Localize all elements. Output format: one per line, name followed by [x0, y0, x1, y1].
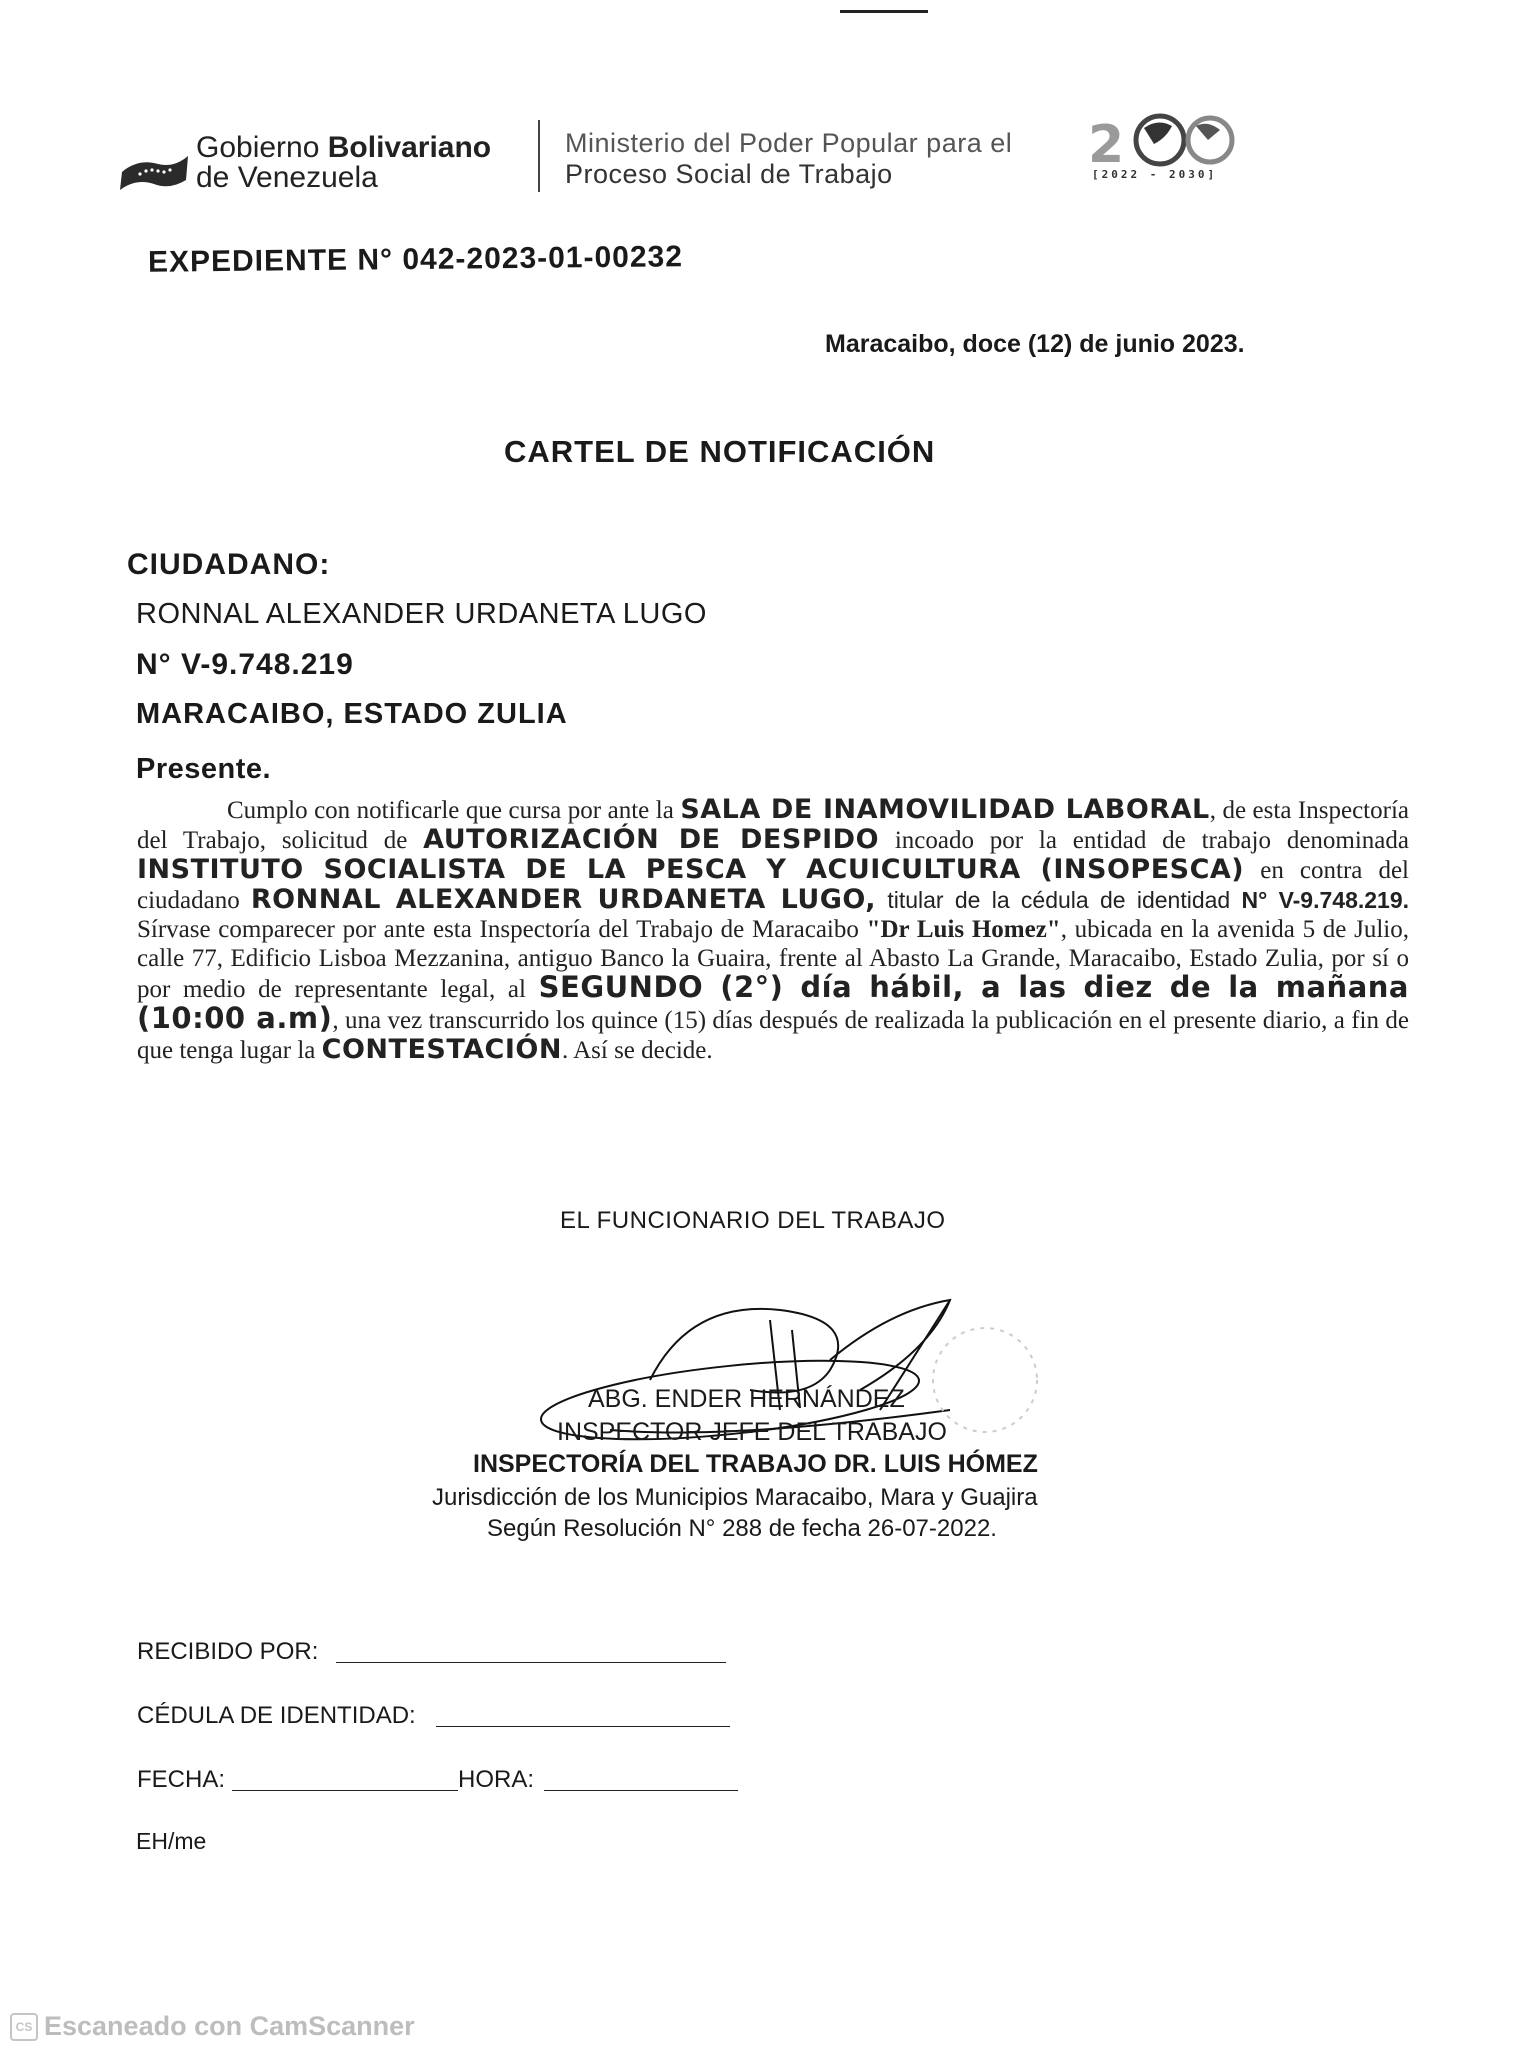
body-bold-answer: CONTESTACIÓN — [321, 1034, 562, 1065]
body-bold-inspectorate: "Dr Luis Homez" — [866, 916, 1061, 943]
id-card-label: CÉDULA DE IDENTIDAD: — [137, 1702, 416, 1729]
body-text-4: en contra del ciudadano — [137, 857, 1410, 914]
citizen-name: RONNAL ALEXANDER URDANETA LUGO — [136, 598, 707, 630]
date-label: FECHA: — [137, 1766, 226, 1793]
body-bold-authorization: AUTORIZACIÓN DE DESPIDO — [423, 824, 880, 855]
body-bold-appointment: SEGUNDO (2°) día hábil, a las diez de la mañana (10:00 a.m) — [137, 970, 1409, 1035]
ministry-line1: Ministerio del Poder Popular para el — [565, 128, 1013, 158]
body-text-7: , ubicada en la avenida 5 de Julio, calle 77, Edificio Lisboa Mezzanina, antiguo Banco la Guaira, frente al Abasto La Grande, Maracaibo, Estado Zulia, por sí o por medio de representante legal, al — [137, 916, 1409, 1003]
body-bold-entity: INSTITUTO SOCIALISTA DE LA PESCA Y ACUICULTURA (INSOPESCA) — [137, 854, 1245, 885]
official-label: EL FUNCIONARIO DEL TRABAJO — [560, 1207, 946, 1234]
body-bold-citizen: RONNAL ALEXANDER URDANETA LUGO, — [250, 884, 877, 915]
date-field[interactable] — [232, 1790, 458, 1791]
body-text-1: Cumplo con notificarle que cursa por ante la — [227, 797, 681, 824]
citizen-id: N° V-9.748.219 — [136, 648, 354, 681]
resolution: Según Resolución N° 288 de fecha 26-07-2022. — [487, 1515, 997, 1542]
body-text-6: Sírvase comparecer por ante esta Inspectoría del Trabajo de Maracaibo — [137, 916, 867, 943]
case-number: EXPEDIENTE N° 042-2023-01-00232 — [147, 240, 684, 279]
signer-office: INSPECTORÍA DEL TRABAJO DR. LUIS HÓMEZ — [473, 1450, 1038, 1478]
government-logo-text — [196, 133, 491, 193]
scanner-watermark-text: Escaneado con CamScanner — [44, 2011, 415, 2041]
greeting: Presente. — [136, 753, 272, 785]
top-dash-mark — [840, 10, 928, 13]
body-text-9: . Así se decide. — [561, 1037, 713, 1064]
gov-line1-bold: Bolivariano — [327, 131, 492, 164]
ministry-name — [565, 128, 1012, 190]
notification-body — [137, 795, 1409, 1065]
gov-line2: de Venezuela — [196, 161, 378, 194]
signer-name: ABG. ENDER HERNÁNDEZ — [588, 1385, 905, 1413]
document-title: CARTEL DE NOTIFICACIÓN — [504, 434, 936, 469]
time-field[interactable] — [544, 1790, 738, 1791]
place-date: Maracaibo, doce (12) de junio 2023. — [825, 330, 1245, 358]
ministry-line2: Proceso Social de Trabajo — [565, 159, 893, 189]
time-label: HORA: — [458, 1766, 535, 1793]
body-bold-chamber: SALA DE INAMOVILIDAD LABORAL — [680, 794, 1210, 825]
id-card-field[interactable] — [436, 1726, 730, 1727]
body-text-3: incoado por la entidad de trabajo denominada — [879, 827, 1409, 854]
svg-text:2: 2 — [1088, 115, 1125, 175]
jurisdiction: Jurisdicción de los Municipios Maracaibo, Mara y Guajira — [432, 1484, 1038, 1511]
body-text-2: , de esta Inspectoría del Trabajo, solicitud de — [137, 797, 1409, 854]
typist-initials: EH/me — [136, 1828, 207, 1854]
received-by-label: RECIBIDO POR: — [137, 1638, 319, 1665]
citizen-city: MARACAIBO, ESTADO ZULIA — [136, 698, 568, 730]
venezuela-flag-icon — [118, 150, 190, 192]
received-by-field[interactable] — [336, 1662, 726, 1663]
camscanner-icon: CS — [10, 2013, 38, 2041]
emblem-years: [2022 - 2030] — [1092, 168, 1218, 181]
citizen-label: CIUDADANO: — [127, 548, 331, 581]
header-divider — [538, 120, 540, 192]
body-bold-id: N° V-9.748.219. — [1241, 887, 1410, 913]
scanner-watermark — [10, 2011, 415, 2042]
signer-role: INSPECTOR JEFE DEL TRABAJO — [557, 1418, 947, 1446]
body-text-8: , una vez transcurrido los quince (15) días después de realizada la publicación en el presente diario, a fin de que tenga lugar la — [137, 1007, 1409, 1064]
body-text-5: titular de la cédula de identidad — [876, 887, 1242, 913]
gov-line1-regular: Gobierno — [196, 131, 328, 164]
